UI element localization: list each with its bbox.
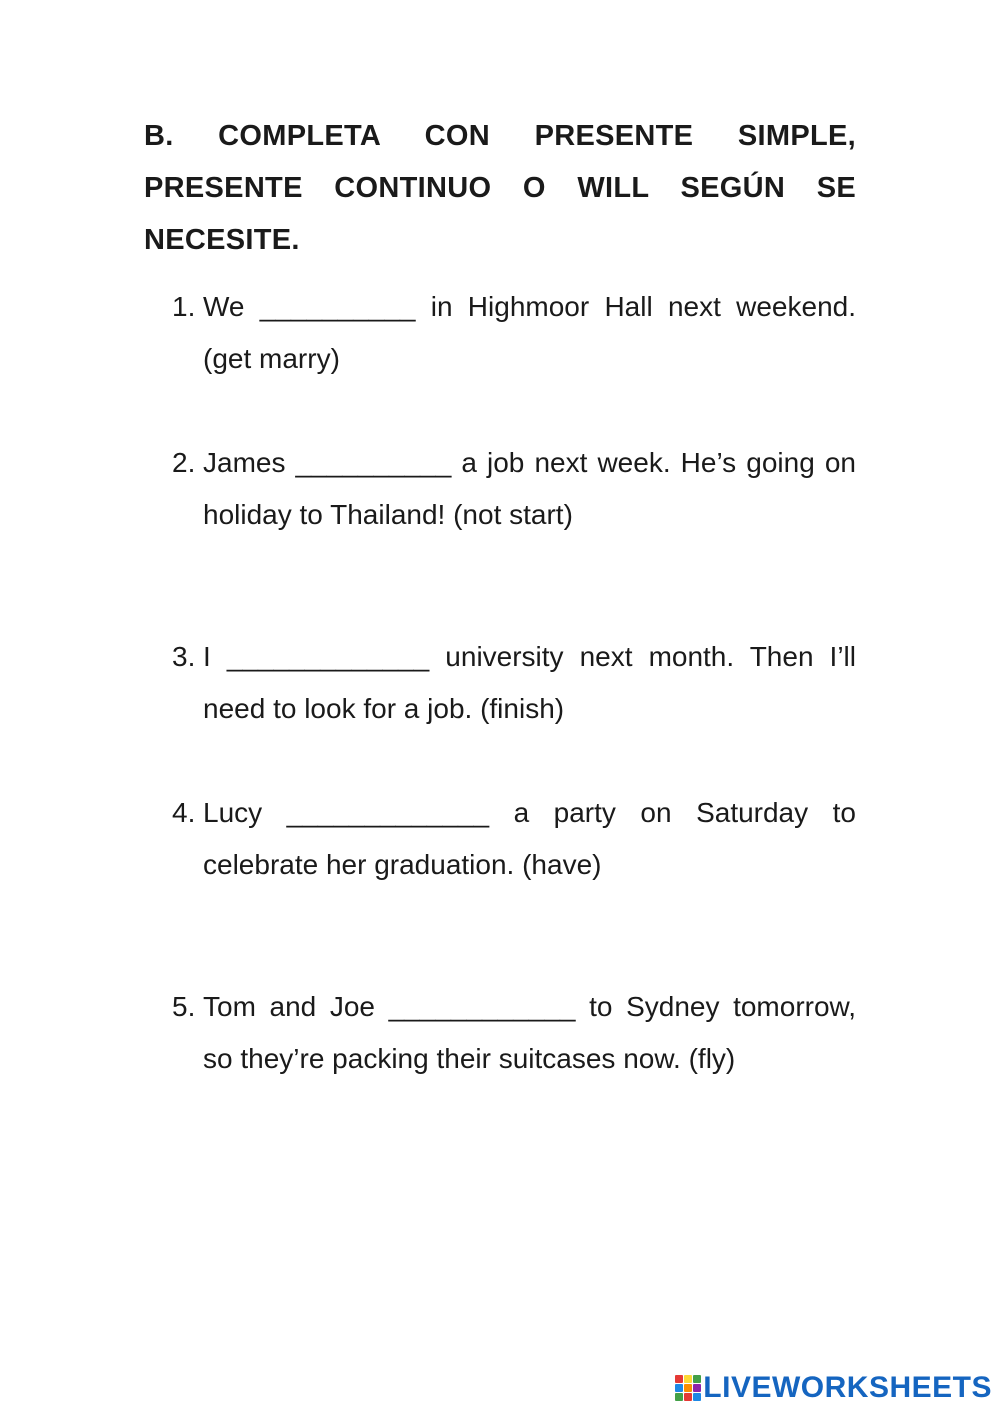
exercise-item-1	[172, 281, 856, 385]
exercise-item-5	[172, 981, 856, 1085]
exercise-text: I _____________ university next month. Then I’ll need to look for a job. (finish)	[203, 641, 856, 724]
exercise-number: 2.	[172, 447, 196, 478]
exercise-text: James __________ a job next week. He’s going on holiday to Thailand! (not start)	[203, 447, 856, 530]
exercise-text: Lucy _____________ a party on Saturday to celebrate her graduation. (have)	[203, 797, 856, 880]
exercise-number: 3.	[172, 641, 196, 672]
exercise-number: 1.	[172, 291, 196, 322]
section-heading: B. COMPLETA CON PRESENTE SIMPLE, PRESENTE CONTINUO O WILL SEGÚN SE NECESITE.	[144, 120, 856, 256]
liveworksheets-footer	[675, 1371, 992, 1405]
exercise-number: 5.	[172, 991, 196, 1022]
liveworksheets-logo-icon	[675, 1375, 701, 1401]
exercise-item-2	[172, 437, 856, 541]
exercise-text: Tom and Joe ____________ to Sydney tomorrow, so they’re packing their suitcases now. (fly)	[203, 991, 856, 1074]
exercise-text: We __________ in Highmoor Hall next weekend. (get marry)	[203, 291, 856, 374]
exercise-item-3	[172, 631, 856, 735]
exercise-number: 4.	[172, 797, 196, 828]
liveworksheets-brand: LIVEWORKSHEETS	[703, 1371, 992, 1404]
exercise-item-4	[172, 787, 856, 891]
